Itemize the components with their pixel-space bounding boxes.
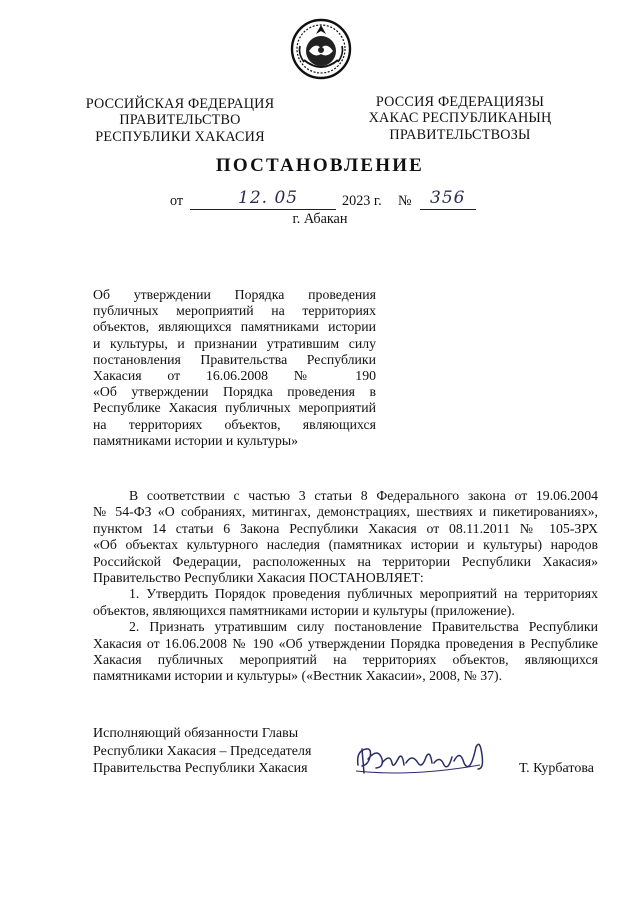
handwritten-signature [352,735,502,781]
body-line: Российской Федерации, расположенных на территории Республики Хакасия» [93,553,598,569]
number-field [420,188,476,210]
date-field [190,188,336,210]
signatory-position-line: Правительства Республики Хакасия [93,761,308,777]
signatory-position-line: Исполняющий обязанности Главы [93,726,299,741]
body-line: памятниками истории и культуры» («Вестник Хакасии», 2008, № 37). [93,668,503,684]
header-right-line: ПРАВИТЕЛЬСТВОЗЫ [389,126,531,143]
header-right-khakas [362,94,558,143]
handwritten-date: 12. 05 [238,188,299,208]
signatory-position [93,725,311,778]
body-line: объектов, являющихся памятниками истории и культуры (приложение). [93,602,515,618]
subject-line: на территориях объектов, являющихся [93,416,376,432]
city: г. Абакан [292,211,348,227]
subject-line: памятниками истории и культуры» [93,432,299,448]
body-line: «Об объектах культурного наследия (памятниках истории и культуры) народов [93,537,598,553]
signatory-name: Т. Курбатова [519,761,594,776]
number-prefix: № [398,193,412,209]
header-left-line: РОССИЙСКАЯ ФЕДЕРАЦИЯ [85,96,275,112]
subject-line: и культуры, и признании утратившим силу [93,335,376,351]
subject-line: постановления Правительства Республики [93,351,376,367]
subject-line: Хакасия от 16.06.2008 № 190 [93,368,376,384]
subject-block [93,287,376,449]
subject-line: Республике Хакасия публичных мероприятий [93,400,376,416]
body-line: Хакасия от 16.06.2008 № 190 «Об утверждении Порядка проведения в Республике [93,635,598,651]
body-text [93,488,598,685]
coat-of-arms-emblem-icon [290,18,352,80]
subject-line: публичных мероприятий на территориях [93,303,376,319]
header-right-line: ХАКАС РЕСПУБЛИКАНЫҢ [368,110,552,127]
subject-line: «Об утверждении Порядка проведения в [93,384,376,400]
document-title: ПОСТАНОВЛЕНИЕ [215,155,425,176]
body-line: 2. Признать утратившим силу постановление Правительства Республики [129,619,598,635]
body-line: № 54-ФЗ «О собраниях, митингах, демонстрациях, шествиях и пикетированиях», [93,504,598,520]
header-left-russian [82,96,278,145]
header-left-line: РЕСПУБЛИКИ ХАКАСИЯ [95,128,265,145]
subject-line: Об утверждении Порядка проведения [93,287,376,302]
body-line: пунктом 14 статьи 6 Закона Республики Хакасия от 08.11.2011 № 105-ЗРХ [93,520,598,536]
body-line: Хакасия публичных мероприятий на территориях объектов, являющихся [93,652,598,668]
handwritten-number: 356 [430,188,466,208]
date-year: 2023 г. [342,193,382,209]
body-line: Правительство Республики Хакасия ПОСТАНОВЛЯЕТ: [93,570,424,586]
date-prefix: от [170,193,184,209]
body-line: В соответствии с частью 3 статьи 8 Федерального закона от 19.06.2004 [129,488,598,503]
body-line: 1. Утвердить Порядок проведения публичных мероприятий на территориях [129,586,598,602]
signatory-position-line: Республики Хакасия – Председателя [93,743,312,759]
subject-line: объектов, являющихся памятниками истории [93,319,376,335]
header-right-line: РОССИЯ ФЕДЕРАЦИЯЗЫ [375,94,545,110]
header-left-line: ПРАВИТЕЛЬСТВО [119,112,241,129]
